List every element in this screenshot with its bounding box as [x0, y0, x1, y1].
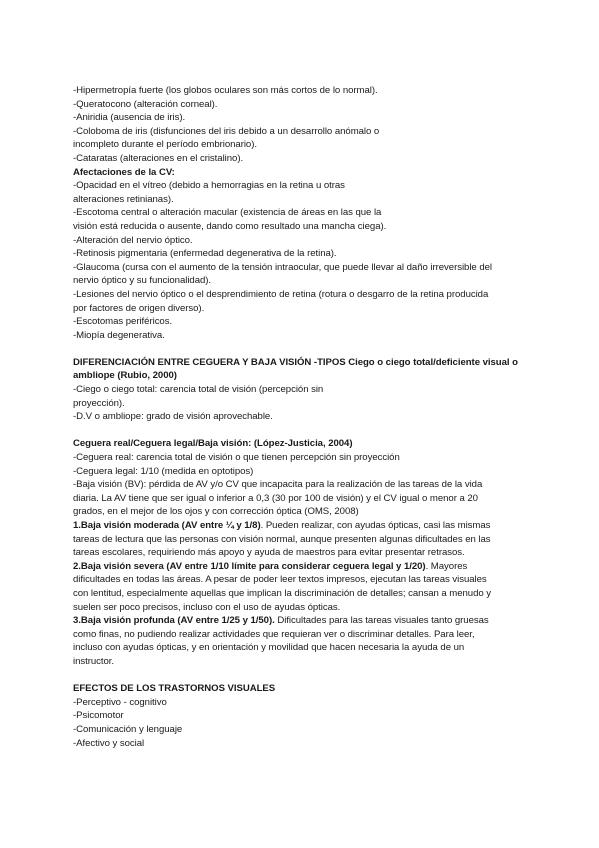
numbered-item-profunda	[73, 614, 528, 628]
list-item: -D.V o ambliope: grado de visión aprovechable.	[73, 411, 273, 423]
numbered-item-text: . Pueden realizar, con ayudas ópticas, casi las mismas	[260, 520, 491, 531]
numbered-item-continuation: como finas, no pudiendo realizar actividades que requieran ver o discriminar detalles. Para leer,	[73, 628, 475, 640]
numbered-item-continuation: incluso con ayudas ópticas, y en orientación y movilidad que hacen necesaria la ayuda de un	[73, 642, 465, 654]
paragraph-gap	[73, 342, 528, 356]
numbered-item-title: 2.Baja visión severa (AV entre 1/10 límite para considerar ceguera legal y 1/20)	[73, 560, 426, 572]
list-item-continuation: diaria. La AV tiene que ser igual o inferior a 0,3 (30 por 100 de visión) y el CV igual o menor a 20	[73, 492, 478, 504]
list-item: -Miopía degenerativa.	[73, 329, 165, 341]
numbered-item-text: Dificultades para las tareas visuales tanto gruesas	[274, 615, 489, 627]
list-item-continuation: por factores de origen diverso).	[73, 302, 205, 314]
section-heading-cv: Afectaciones de la CV:	[73, 166, 175, 178]
numbered-item-text: . Mayores	[425, 560, 468, 572]
list-item: -Alteración del nervio óptico.	[73, 234, 193, 246]
list-item: -Perceptivo - cognitivo	[73, 696, 167, 708]
section-heading-diferenciacion: DIFERENCIACIÓN ENTRE CEGUERA Y BAJA VISIÓN -TIPOS Ciego o ciego total/deficiente visual o	[73, 356, 518, 368]
list-item: -Opacidad en el vítreo (debido a hemorragias en la retina u otras	[73, 180, 345, 192]
list-item: -Ciego o ciego total: carencia total de visión (percepción sin	[73, 384, 324, 396]
document-body	[73, 84, 528, 750]
numbered-item-severa	[73, 560, 528, 574]
list-item-continuation: visión está reducida o ausente, dando como resultado una mancha ciega).	[73, 220, 387, 232]
list-item: -Ceguera real: carencia total de visión o que tienen percepción sin proyección	[73, 452, 400, 464]
list-item: -Queratocono (alteración corneal).	[73, 98, 218, 110]
numbered-item-title: 3.Baja visión profunda (AV entre 1/25 y 1/50).	[73, 615, 275, 627]
numbered-item-continuation: dificultades en todas las áreas. A pesar de poder leer textos impresos, ejecutan las tareas visuales	[73, 574, 487, 586]
list-item: -Glaucoma (cursa con el aumento de la tensión intraocular, que puede llevar al daño irreversible del	[73, 261, 492, 273]
paragraph-gap	[73, 424, 528, 438]
list-item-continuation: alteraciones retinianas).	[73, 193, 174, 205]
numbered-item-continuation: con lentitud, especialmente aquellas que implican la discriminación de detalles; cansan a menudo y	[73, 587, 492, 599]
list-item-continuation: incompleto durante el período embrionario).	[73, 139, 257, 151]
numbered-item-continuation: tareas escolares, requiriendo más apoyo y ayuda de maestros para evitar presentar retrasos.	[73, 547, 465, 559]
section-heading-ceguera: Ceguera real/Ceguera legal/Baja visión: (López-Justicia, 2004)	[73, 438, 353, 450]
numbered-item-continuation: tareas de lectura que las personas con visión normal, aunque presenten algunas dificultades en las	[73, 533, 491, 545]
section-heading-efectos: EFECTOS DE LOS TRASTORNOS VISUALES	[73, 683, 276, 695]
list-item-continuation: nervio óptico y su funcionalidad).	[73, 275, 212, 287]
section-heading-diferenciacion-continuation: ambliope (Rubio, 2000)	[73, 370, 177, 382]
list-item: -Escotomas periféricos.	[73, 316, 173, 328]
paragraph-gap	[73, 669, 528, 683]
list-item: -Baja visión (BV): pérdida de AV y/o CV que incapacita para la realización de las tareas de la vida	[73, 479, 483, 491]
list-item: -Cataratas (alteraciones en el cristalino).	[73, 152, 244, 164]
list-item: -Psicomotor	[73, 710, 124, 722]
list-item: -Comunicación y lenguaje	[73, 723, 183, 735]
list-item: -Afectivo y social	[73, 737, 145, 749]
list-item-continuation: grados, en el mejor de los ojos y con corrección óptica (OMS, 2008)	[73, 506, 359, 518]
list-item: -Lesiones del nervio óptico o el desprendimiento de retina (rotura o desgarro de la retina producida	[73, 288, 489, 300]
list-item-continuation: proyección).	[73, 397, 125, 409]
list-item: -Escotoma central o alteración macular (existencia de áreas en las que la	[73, 207, 382, 219]
numbered-item-moderada	[73, 519, 528, 533]
numbered-item-continuation: suelen ser poco precisos, incluso con el uso de ayudas ópticas.	[73, 601, 341, 613]
list-item: -Hipermetropía fuerte (los globos oculares son más cortos de lo normal).	[73, 85, 378, 96]
list-item: -Retinosis pigmentaria (enfermedad degenerativa de la retina).	[73, 248, 337, 260]
numbered-item-title: 1.Baja visión moderada (AV entre ¼ y 1/8)	[73, 520, 261, 531]
list-item: -Ceguera legal: 1/10 (medida en optotipos)	[73, 465, 254, 477]
list-item: -Coloboma de iris (disfunciones del iris debido a un desarrollo anómalo o	[73, 125, 380, 137]
list-item: -Aniridia (ausencia de iris).	[73, 112, 186, 124]
numbered-item-continuation: instructor.	[73, 655, 115, 667]
